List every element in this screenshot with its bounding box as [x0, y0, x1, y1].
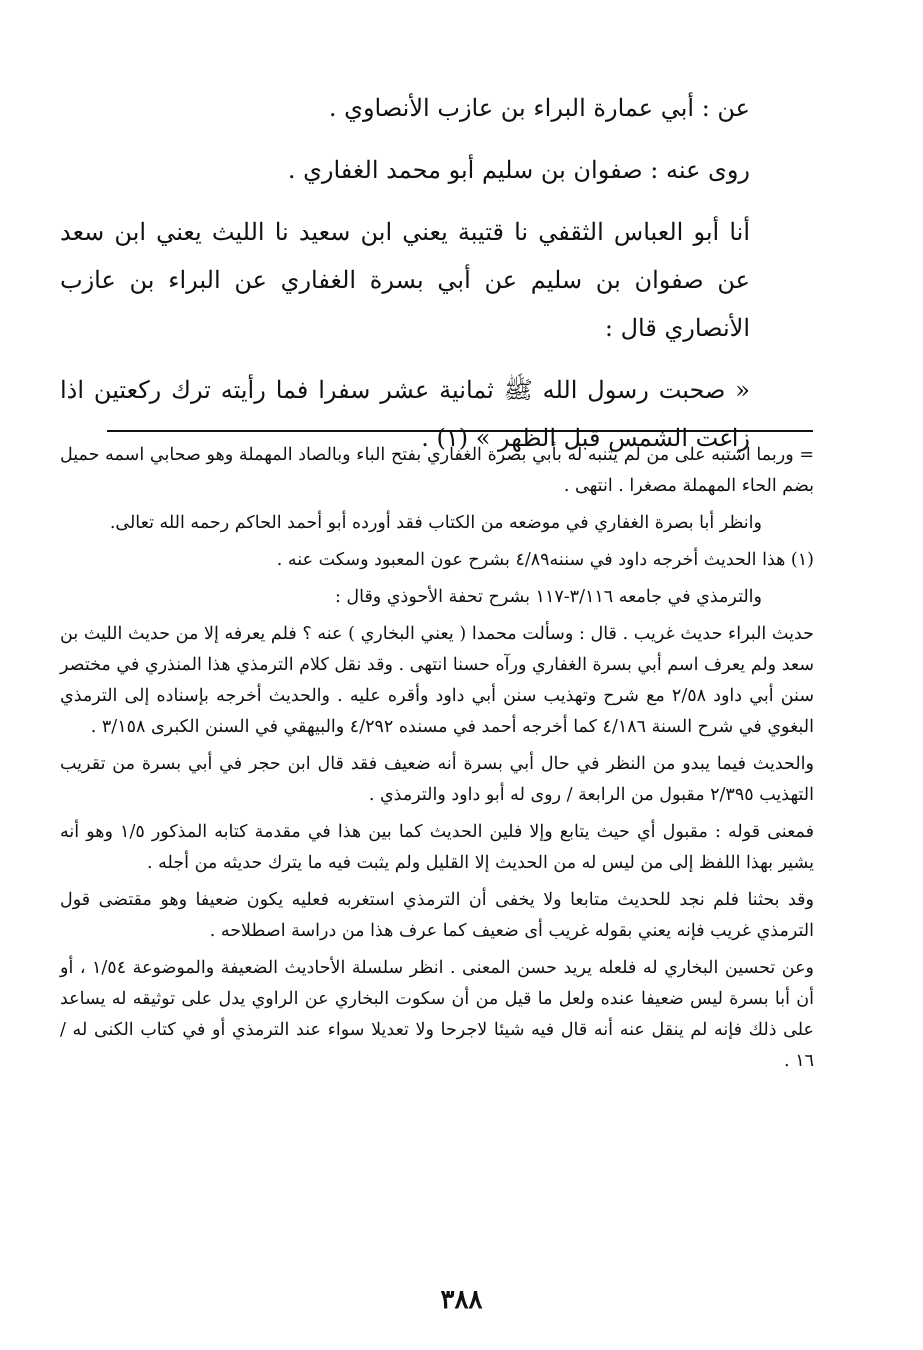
footnote-paragraph: والحديث فيما يبدو من النظر في حال أبي بسرة أنه ضعيف فقد قال ابن حجر في أبي بسرة من تقريب التهذيب ٢/٣٩٥ مقبول من الرابعة / روى له أبو داود والترمذي . — [60, 754, 814, 805]
page-number: ٣٨٨ — [440, 1285, 483, 1315]
footnotes — [60, 440, 814, 1083]
footnote-paragraph: حديث البراء حديث غريب . قال : وسألت محمدا ( يعني البخاري ) عنه ؟ فلم يعرفه إلا من حديث الليث بن سعد ولم يعرف اسم أبي بسرة الغفاري ورآه حسنا انتهى . وقد نقل كلام الترمذي هذا المنذري في مختصر سنن أبي داود ٢/٥٨ مع شرح وتهذيب سنن أبي داود وأقره عليه . والحديث أخرجه بإسناده إلى الترمذي البغوي في شرح السنة ٤/١٨٦ كما أخرجه أحمد في مسنده ٤/٢٩٢ والبيهقي في السنن الكبرى ٣/١٥٨ . — [60, 624, 814, 737]
main-text — [60, 84, 802, 462]
footnote-paragraph: وقد بحثنا فلم نجد للحديث متابعا ولا يخفى أن الترمذي استغربه فعليه يكون ضعيفا وهو مقتضى قول الترمذي غريب فإنه يعني بقوله غريب أى ضعيف كما عرف هذا من دراسة اصطلاحه . — [60, 890, 814, 941]
isnad-paragraph: أنا أبو العباس الثقفي نا قتيبة يعني ابن سعيد نا الليث يعني ابن سعد عن صفوان بن سليم عن أبي بسرة الغفاري عن البراء بن عازب الأنصاري قال : — [60, 218, 750, 342]
footnote-paragraph: والترمذي في جامعه ٣/١١٦-١١٧ بشرح تحفة الأحوذي وقال : — [334, 587, 762, 607]
footnote-1: (١) هذا الحديث أخرجه داود في سننه٤/٨٩ بشرح عون المعبود وسكت عنه . — [276, 550, 814, 570]
footnote-separator — [107, 430, 813, 432]
footnote-continuation: = وربما اشتبه على من لم يتنبه له بأبي بصرة الغفاري بفتح الباء وبالصاد المهملة وهو صحابي اسمه حميل بضم الحاء المهملة مصغرا . انتهى . — [60, 445, 814, 496]
footnote-paragraph: فمعنى قوله : مقبول أي حيث يتابع وإلا فلين الحديث كما بين هذا في مقدمة كتابه المذكور ١/٥ وهو أنه يشير بهذا اللفظ إلى من ليس له من الحديث إلا القليل ولم يثبت فيه ما يترك حديثه من أجله . — [60, 822, 814, 873]
footnote-paragraph: وانظر أبا بصرة الغفاري في موضعه من الكتاب فقد أورده أبو أحمد الحاكم رحمه الله تعالى. — [109, 513, 762, 533]
footnote-paragraph: وعن تحسين البخاري له فلعله يريد حسن المعنى . انظر سلسلة الأحاديث الضعيفة والموضوعة ١/٥٤ ، أو أن أبا بسرة ليس ضعيفا عنده ولعل ما قيل من أن سكوت البخاري عن الراوي يدل على توثيقه له يساعد على ذلك فإنه لم ينقل عنه أنه قال فيه شيئا لاجرحا ولا تعديلا سواء عند الترمذي أو في كتاب الكنى له / ١٦ . — [60, 958, 814, 1071]
narrated-from-line: عن : أبي عمارة البراء بن عازب الأنصاوي . — [328, 94, 750, 122]
narrated-by-line: روى عنه : صفوان بن سليم أبو محمد الغفاري . — [287, 156, 750, 184]
hadith-text: « صحبت رسول الله ﷺ ثمانية عشر سفرا فما رأيته ترك ركعتين اذا زاغت الشمس قبل الظهر » (١) . — [60, 376, 750, 452]
